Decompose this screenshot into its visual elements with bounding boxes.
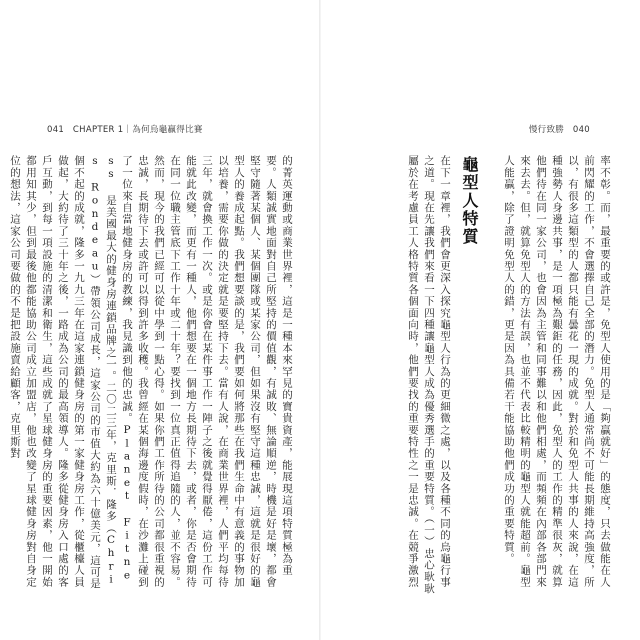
section-heading: 龜型人特質 xyxy=(460,156,479,246)
right-running-head: 慢行致勝 040 xyxy=(528,125,590,135)
left-running-head: 041 CHAPTER 1｜為何烏龜贏得比賽 xyxy=(47,125,203,135)
right-page-body-text-upper: 率不彰。而，最重要的或許是，免型人使用的是「夠贏就好」的態度，只去做能在人前閃耀的工作，不會選擇自己全部的潛力。免型人通常尚不可能長期維持高強度，所以，有很多這類型的人都只能有曇花一現的成就。對於和免型人共事的人來說，在這種強勢人身邊共事，是一項極為艱鉅的任務，因此，免型人的工作的精準很灰，就算他們待在同一家公司，也會因為主管和同事難以和他們相處，而頻頻在內部各部門來來去去。但，就算免型人的方法有誤，也並不代表比較精明的龜型人就能超前。龜型人能贏，除了證明免型人的錯，更是因為具備若干能協助他們成功的重要特質。 xyxy=(503,155,611,588)
right-page-body-text-lower: 在下一章裡，我們會更深入探究龜型人行為的更細微之處，以及各種不同的烏龜行事之道。現在先讓我們來看一下四種讓龜型人成為優秀選手的重要特質。（一）忠心耿耿 屬於在考慮員工人格特質各個面向時，他們要找的重要特性之一是忠誠。在競爭激烈 xyxy=(407,155,451,607)
left-page-body-text: 的菁英運動或商業世界裡，這是一種本來罕見的寶貴資產，能展現這項特質極為重要。人類誠實地面對自己所堅持的價值觀，有誠敗、無論順逆，時機是好是壞，都會堅守隨著某個人、某個團隊或某家公司，但如果沒有堅守這種忠誠，這就是很好的龜型人的養成起點。我們想要談的是，我們要如何將那些在我們生命中有意義的事物加以培養，需要你做的決定就是要堅持下去。當有人說，在商業世界裡，人們平均每待三年，就會換工作一次。或是你會在某件事工作一陣子之後就覺得厭倦，這份工作可能就此改變，而更有一種人，他們想要在一個地方長期待下去，或者，你是否會期待在同一位職主管底下工作十年或二十年？要找到一位真正值得追隨的人，並不容易。然而，現今的我們已經可以從中學到一點心得。如果你們工作所待的公司都很重視的忠誠，長期待下去或許可以得到許多收穫。我曾經在某個海邊度假時，在沙灘上碰到了一位來自當地健身房的教練，我見識到他的忠誠。Planet Fitness 是美國最大的健身房連鎖品牌之一。二〇二三年，克里斯．隆多（Chris Rondeau）帶領公司成長，這家公司的市值大約為六十億美元，這可是個不起的成就，隆多一九九三年在這家連鎖健身房的第一家健身房工作，從櫃檯人員做起，大約待了三十年之後，一路成為公司的最高領導人。隆多從健身房入口處的客戶互動，到每一項設施的清潔和衛生，這些成就了星球健身房的重要因素，他一開始都用知其少，但到最後他都能協助公司成立加盟店，他也改變了星球健身房對自身定位的想法，這家公司要做的不是把設施賣給顧客，克里斯對 xyxy=(9,155,293,590)
right-page xyxy=(321,0,640,640)
left-page xyxy=(0,0,319,640)
